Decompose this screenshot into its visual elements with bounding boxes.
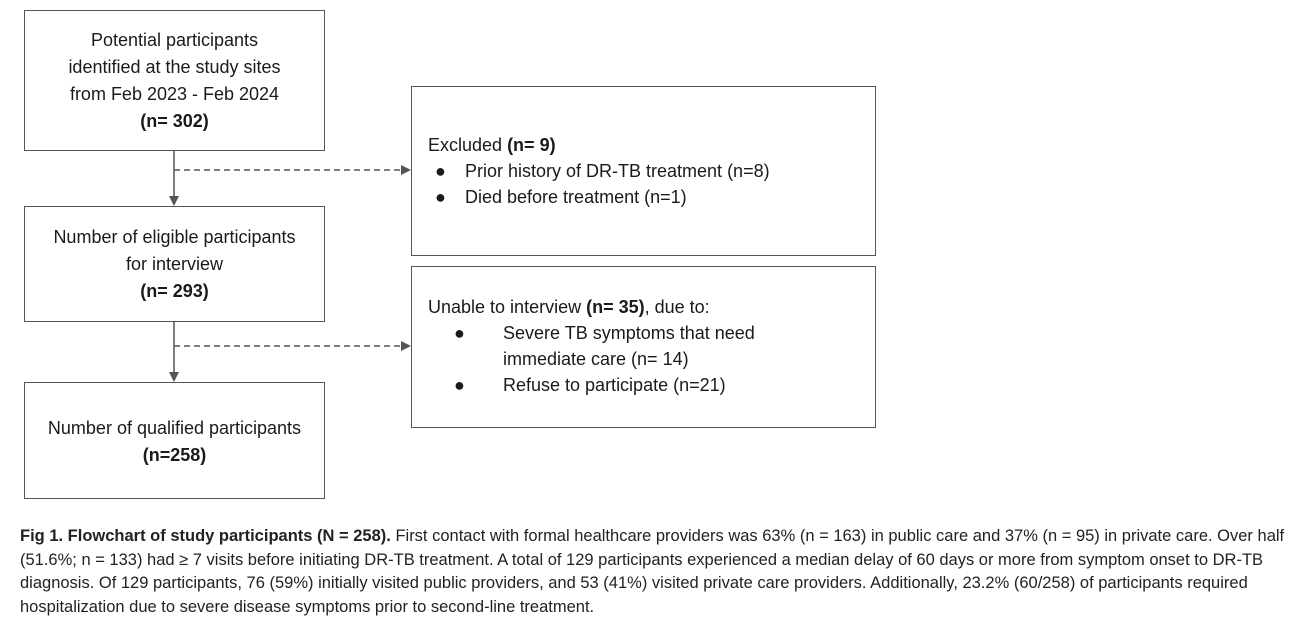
caption-text: First contact with formal healthcare providers was 63% (n = 163) in public care and 37% (n = 95) in private care. Over half (51.6%; n = 133) had ≥ 7 visits before initiating DR-TB treatment. A total of 129 participants experienced a median delay of 60 days or more from symptom onset to DR-TB diagnosis. Of 129 participants, 76 (59%) initially visited public providers, and 53 (41%) visited private care providers. Additionally, 23.2% (60/258) of participants required hospitalization due to severe disease symptoms prior to second-line treatment. [20,527,1285,616]
excluded-item-1: Prior history of DR-TB treatment (n=8) [465,161,770,181]
unable-count: (n= 35) [586,297,645,317]
excluded-count: (n= 9) [507,135,556,155]
eligible-line-2: for interview [125,254,224,274]
unable-heading: Unable to interview [428,297,587,317]
figure-caption [20,525,1302,619]
bullet-icon: ● [435,161,446,181]
unable-item-2: Refuse to participate (n=21) [503,375,726,395]
unable-heading-line [428,294,875,320]
potential-participants-box [24,10,325,151]
list-item [428,372,875,398]
potential-count: (n= 302) [140,111,209,131]
list-item [428,184,875,210]
list-item [428,320,803,372]
bullet-icon: ● [454,375,465,395]
excluded-heading-line [428,132,875,158]
excluded-item-2: Died before treatment (n=1) [465,187,687,207]
potential-line-1: Potential participants [90,30,259,50]
qualified-count: (n=258) [142,445,207,465]
potential-line-2: identified at the study sites [68,57,281,77]
excluded-list [428,158,875,210]
eligible-line-1: Number of eligible participants [53,227,296,247]
unable-item-1: Severe TB symptoms that need immediate care (n= 14) [503,323,755,369]
list-item [428,158,875,184]
bullet-icon: ● [454,323,465,343]
unable-to-interview-box [411,266,876,428]
excluded-box [411,86,876,256]
qualified-participants-box [24,382,325,499]
bullet-icon: ● [435,187,446,207]
eligible-count: (n= 293) [140,281,209,301]
potential-line-3: from Feb 2023 - Feb 2024 [69,84,280,104]
qualified-line-1: Number of qualified participants [47,418,302,438]
unable-list [428,320,875,398]
unable-suffix: , due to: [644,297,710,317]
eligible-participants-box [24,206,325,322]
excluded-heading: Excluded [428,135,508,155]
caption-label: Fig 1. Flowchart of study participants (N = 258). [20,527,391,545]
